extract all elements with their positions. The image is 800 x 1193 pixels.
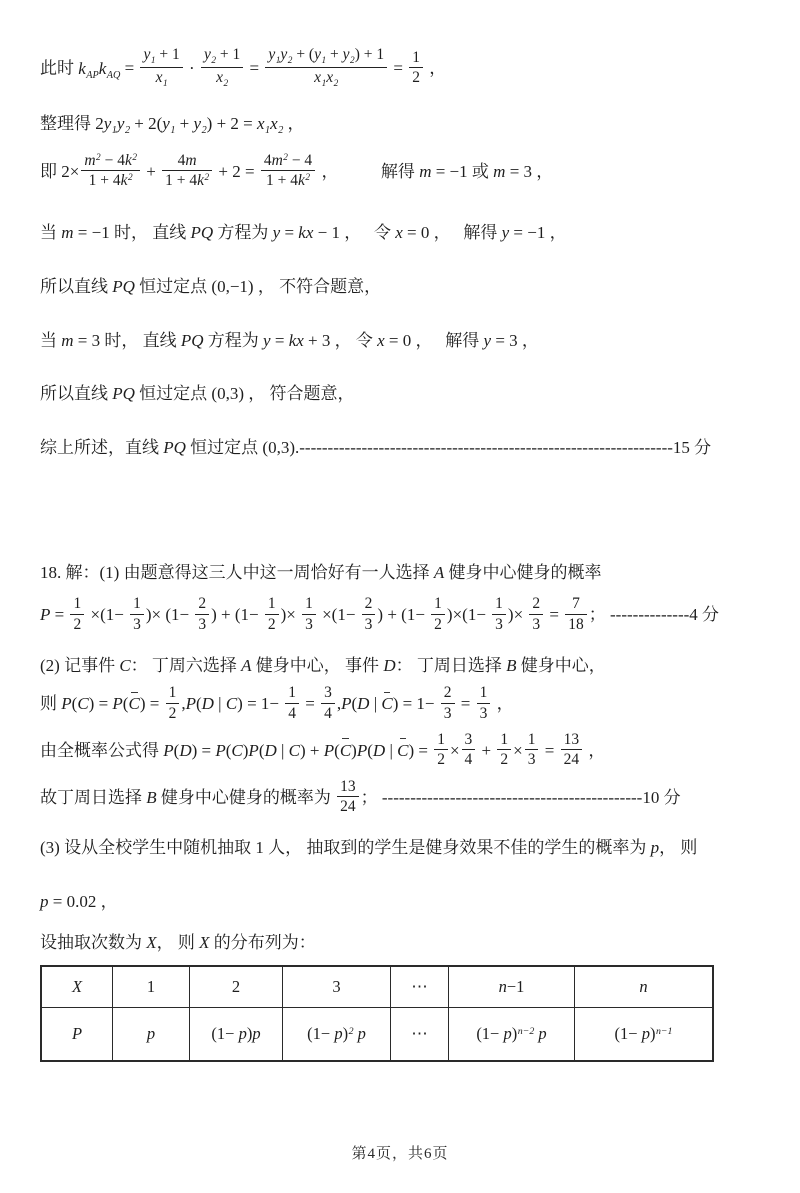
math-variable: $k^2$	[120, 172, 133, 190]
math-variable: $y_2$	[203, 46, 216, 66]
fraction-denominator: $1 + 4k^2$	[165, 172, 210, 190]
math-variable: C	[225, 694, 238, 714]
table-cell: n−1	[449, 966, 575, 1008]
math-variable: p	[334, 1024, 343, 1044]
math-superscript: 2	[283, 152, 288, 163]
math-variable: PQ	[163, 437, 186, 457]
math-variable: y	[501, 222, 510, 242]
math-fraction	[497, 731, 511, 769]
math-variable: n	[498, 977, 507, 997]
math-subscript: AQ	[106, 69, 121, 81]
math-variable: X	[199, 932, 210, 952]
math-fraction	[195, 595, 209, 633]
math-subscript: 1	[265, 125, 271, 137]
fraction-denominator: 3	[198, 615, 207, 633]
math-variable-overbar: C	[381, 694, 393, 714]
math-variable: P	[323, 740, 335, 760]
math-subscript: 1	[150, 55, 156, 66]
math-variable: $y_1$	[314, 46, 327, 66]
math-variable: m	[185, 152, 197, 170]
math-variable: m	[419, 161, 432, 181]
fraction-denominator: 3	[133, 615, 141, 633]
math-variable: C	[288, 740, 301, 760]
fraction-denominator: 2	[434, 615, 442, 633]
fraction-numerator: 2	[362, 595, 376, 614]
math-subscript: 1	[170, 125, 176, 137]
fraction-numerator: $m^2 - 4k^2$	[81, 152, 140, 171]
fraction-denominator: 4	[324, 704, 332, 722]
fraction-numerator: 2	[529, 595, 543, 614]
math-variable: y	[263, 331, 271, 351]
table-cell	[575, 966, 714, 1008]
problem18-part1-computation-4pts: P = $\frac{1}{2}$ ×(1− $\frac{1}{3}$ )× (1− $\frac{2}{3}$ ) + (1− $\frac{1}{2}$ )× $\frac{1}{3}$ ×(1− $\frac{2}{3}$ ) + (1− $\frac{1}{2}$ )×(1− $\frac{1}{3}$ )× $\frac{2}{3}$ = $\frac{7}{18}$ ； --------------4 分	[40, 595, 720, 633]
math-fraction	[441, 684, 455, 722]
problem18-part2-events: (2) 记事件 C： 丁周六选择 A 健身中心， 事件 D： 丁周日选择 B 健身中心，	[40, 656, 606, 676]
case-m-neg1-conclusion: 所以直线 PQ 恒过定点 (0,−1) ， 不符合题意，	[40, 277, 382, 297]
math-variable-overbar: C	[397, 740, 409, 760]
math-variable: $x_1$	[314, 69, 327, 89]
problem18-part1-statement: 18. 解：(1) 由题意得这三人中这一周恰好有一人选择 A 健身中心健身的概率	[40, 563, 602, 583]
fraction-numerator: $y_2 + 1$	[201, 46, 243, 68]
table-cell: (1− p)p	[190, 1008, 283, 1062]
math-variable: p	[503, 1024, 512, 1044]
fraction-numerator: $4m^2 - 4$	[261, 152, 315, 171]
math-fraction	[492, 595, 506, 633]
fraction-denominator: 24	[563, 751, 580, 769]
math-variable: n	[639, 977, 648, 997]
math-variable: $m^2$	[84, 152, 101, 170]
fraction-denominator: 2	[500, 751, 509, 769]
math-variable: P	[163, 740, 174, 760]
math-variable: p	[357, 1024, 366, 1044]
fraction-denominator	[140, 68, 182, 89]
math-variable: p	[40, 891, 49, 911]
math-variable: $x_1$	[257, 114, 271, 137]
fraction-numerator: 7	[565, 595, 587, 614]
math-subscript: 2	[124, 125, 131, 137]
math-variable: kx	[298, 222, 314, 242]
math-variable: X	[146, 932, 157, 952]
math-variable: PQ	[112, 383, 135, 403]
problem18-part2-total-probability: 由全概率公式得 P(D) = P(C)P(D | C) + P(C)P(D | C) = $\frac{1}{2}$ × $\frac{3}{4}$ + $\frac{1}{2}$ × $\frac{1}{3}$ = $\frac{13}{24}$ ，	[40, 730, 606, 769]
math-superscript: 2	[204, 173, 210, 184]
math-superscript: 2	[132, 152, 137, 163]
math-variable: $y_1$	[103, 114, 117, 137]
fraction-denominator: 3	[495, 615, 503, 633]
math-variable: A	[433, 563, 445, 583]
math-variable: n	[655, 1025, 661, 1037]
fraction-denominator: 2	[437, 751, 445, 769]
math-fraction	[81, 152, 140, 190]
math-subscript: 2	[201, 125, 207, 137]
fraction-numerator: 1	[70, 595, 84, 614]
math-subscript: 2	[287, 55, 293, 66]
math-variable: n	[517, 1025, 523, 1037]
fraction-denominator: $1 + 4k^2$	[88, 172, 133, 190]
math-variable: $y_1$	[268, 46, 281, 66]
math-subscript: 1	[111, 125, 117, 137]
final-conclusion-15pts: 综上所述，直线 PQ 恒过定点 (0,3).------------------------------------------------------------------15 分	[40, 437, 712, 457]
math-variable: $m^2$	[271, 152, 288, 170]
math-superscript: 2	[96, 152, 101, 163]
math-variable: P	[185, 694, 196, 714]
math-variable: P	[112, 694, 123, 714]
math-variable: P	[215, 740, 226, 760]
math-variable: x	[395, 222, 403, 242]
fraction-numerator: 1	[130, 595, 144, 614]
math-variable: p	[252, 1024, 261, 1044]
math-fraction	[337, 778, 359, 816]
math-variable: p	[641, 1024, 650, 1044]
table-cell: $(1- p)^{n-1}$	[575, 1008, 714, 1062]
table-cell	[41, 1008, 113, 1062]
math-superscript: 2	[348, 1025, 354, 1037]
math-variable: $x_1$	[155, 69, 168, 89]
fraction-numerator: 1	[434, 731, 448, 750]
math-subscript: 2	[333, 78, 339, 89]
fraction-numerator: 2	[195, 595, 209, 614]
fraction-numerator: 13	[337, 778, 359, 797]
math-subscript: 2	[223, 78, 229, 89]
fraction-numerator: 13	[561, 731, 583, 750]
fraction-numerator: 1	[525, 731, 539, 750]
math-superscript: n−1	[655, 1025, 673, 1037]
math-fraction	[166, 684, 180, 722]
fraction-denominator: 18	[568, 615, 584, 633]
math-variable: $y_2$	[193, 114, 207, 137]
page-footer: 第4页，共6页	[351, 1146, 449, 1162]
table-cell: $(1- p)^{n-2}$ p	[449, 1008, 575, 1062]
fraction-denominator: 3	[479, 704, 488, 722]
eq-substituted: 即 2× $\frac{m^2 - 4k^2}{1 + 4k^2}$ + $\frac{4m}{1 + 4k^2}$ + 2 = $\frac{4m^2 - 4}{1 + 4k^2}$ ， 解得 m = −1 或 m = 3 ，	[40, 152, 554, 190]
math-variable: y	[483, 331, 492, 351]
math-fraction	[265, 46, 387, 89]
fraction-numerator: 1	[166, 684, 180, 703]
math-fraction	[140, 46, 182, 89]
math-variable-overbar: C	[339, 740, 352, 760]
math-variable: $y_2$	[342, 46, 355, 66]
table-cell: 2	[190, 966, 283, 1008]
math-variable: kx	[288, 331, 304, 351]
math-variable: PQ	[180, 331, 204, 351]
math-variable: C	[231, 740, 243, 760]
math-variable: m	[61, 222, 74, 242]
math-fraction	[162, 152, 212, 190]
math-subscript: 2	[278, 125, 284, 137]
fraction-denominator: 3	[527, 751, 536, 769]
math-variable: $x_2$	[326, 69, 339, 89]
math-fraction	[265, 595, 279, 633]
math-variable: P	[248, 740, 259, 760]
case-m-3-conclusion: 所以直线 PQ 恒过定点 (0,3) ， 符合题意，	[40, 383, 355, 403]
eq-simplified: 整理得 $2y_1y_2 + 2(y_1 + y_2) + 2 = x_1x_2$ ，	[40, 114, 305, 137]
math-variable: $k^2$	[124, 152, 137, 170]
math-variable: D	[179, 740, 192, 760]
fraction-numerator: 1	[409, 49, 423, 68]
math-variable: P	[61, 694, 72, 714]
math-fraction	[477, 684, 491, 722]
math-variable: X	[71, 977, 83, 997]
math-variable: m	[61, 331, 74, 351]
solution-content	[40, 48, 762, 953]
math-fraction	[561, 731, 583, 769]
table-cell	[113, 1008, 190, 1062]
math-subscript: AP	[86, 69, 99, 81]
fraction-numerator: 1	[285, 684, 299, 703]
math-variable: D	[201, 694, 214, 714]
fraction-numerator: $y_1 + 1$	[140, 46, 182, 68]
math-fraction	[431, 595, 445, 633]
math-variable: D	[383, 656, 396, 676]
math-fraction	[529, 595, 543, 633]
fraction-numerator: 3	[321, 684, 335, 703]
math-variable: $k^2$	[197, 172, 210, 190]
math-variable: $y_2$	[280, 46, 293, 66]
table-cell: 1	[113, 966, 190, 1008]
fraction-numerator: 3	[462, 731, 476, 750]
math-variable: PQ	[112, 277, 135, 297]
fraction-denominator: 3	[443, 704, 452, 722]
math-variable: D	[264, 740, 277, 760]
table-cell	[41, 966, 113, 1008]
table-row	[41, 1008, 713, 1062]
fraction-numerator: $y_1y_2 + (y_1 + y_2) + 1$	[265, 46, 387, 68]
math-fraction	[462, 731, 476, 769]
math-subscript: 2	[211, 55, 216, 66]
math-variable-overbar: C	[128, 694, 140, 714]
problem18-part2-probabilities: 则 P(C) = P(C) = $\frac{1}{2}$ ,P(D | C) = 1− $\frac{1}{4}$ = $\frac{3}{4}$ ,P(D | C) = 1− $\frac{2}{3}$ = $\frac{1}{3}$ ，	[40, 684, 514, 722]
math-variable: A	[241, 656, 252, 676]
math-subscript: 2	[350, 55, 355, 66]
distribution-table	[40, 965, 714, 1062]
math-variable: P	[356, 740, 368, 760]
math-fraction	[130, 595, 144, 633]
math-subscript: 1	[321, 78, 327, 89]
math-variable: x	[377, 331, 385, 351]
table-cell: ⋯	[391, 1008, 449, 1062]
fraction-numerator: 1	[477, 684, 491, 703]
fraction-denominator	[265, 68, 387, 89]
math-variable: y	[272, 222, 281, 242]
math-subscript: 1	[163, 78, 168, 89]
math-variable: $y_1$	[162, 114, 176, 137]
fraction-denominator: 4	[464, 751, 473, 769]
fraction-numerator: 1	[431, 595, 445, 614]
table-cell: 3	[283, 966, 391, 1008]
math-variable: D	[372, 740, 386, 760]
math-variable: B	[506, 656, 517, 676]
fraction-denominator: 2	[168, 704, 177, 722]
fraction-denominator: 3	[364, 615, 373, 633]
problem18-part3-distribution-intro: 设抽取次数为 X， 则 X 的分布列为：	[40, 932, 316, 952]
fraction-numerator: 2	[441, 684, 455, 703]
math-variable: C	[119, 656, 131, 676]
math-variable: P	[341, 694, 352, 714]
math-fraction	[201, 46, 243, 89]
math-variable: $k_{AP}$	[78, 58, 99, 81]
math-fraction	[434, 731, 448, 769]
math-variable: $k^2$	[297, 172, 311, 190]
fraction-numerator: 1	[492, 595, 506, 614]
math-variable: $y_1$	[143, 46, 156, 66]
fraction-denominator: 2	[73, 615, 82, 633]
math-fraction	[285, 684, 299, 722]
math-superscript: n−2	[517, 1025, 535, 1037]
math-variable: m	[493, 161, 506, 181]
problem18-part3-setup: (3) 设从全校学生中随机抽取 1 人， 抽取到的学生是健身效果不佳的学生的概率为 p， 则	[40, 838, 698, 858]
fraction-denominator: 24	[340, 798, 356, 816]
fraction-denominator: $1 + 4k^2$	[265, 172, 311, 190]
fraction-numerator: 1	[265, 595, 279, 614]
math-fraction	[321, 684, 335, 722]
table-cell: ⋯	[391, 966, 449, 1008]
math-variable: p	[146, 1024, 156, 1044]
case-m-3: 当 m = 3 时， 直线 PQ 方程为 y = kx + 3 ， 令 x = 0 ， 解得 y = 3 ，	[40, 331, 539, 351]
math-variable: $y_2$	[116, 114, 131, 137]
math-variable: $k_{AQ}$	[98, 58, 121, 81]
math-variable: p	[538, 1024, 547, 1044]
fraction-denominator: 3	[305, 615, 313, 633]
table-row	[41, 966, 713, 1008]
math-variable: C	[77, 694, 89, 714]
fraction-denominator: 2	[267, 615, 276, 633]
math-variable: p	[238, 1024, 247, 1044]
fraction-numerator: 1	[497, 731, 511, 750]
fraction-denominator: 3	[532, 615, 541, 633]
table-cell: $(1- p)^2$ p	[283, 1008, 391, 1062]
math-variable: $x_2$	[270, 114, 284, 137]
math-variable: B	[146, 787, 157, 807]
math-subscript: 1	[275, 55, 281, 66]
math-fraction	[409, 49, 423, 87]
math-variable: D	[357, 694, 370, 714]
math-fraction	[302, 595, 316, 633]
math-fraction	[525, 731, 539, 769]
fraction-numerator: 4m	[162, 152, 212, 171]
problem18-part2-answer-10pts: 故丁周日选择 B 健身中心健身的概率为 $\frac{13}{24}$ ； ----------------------------------------------10 分	[40, 777, 681, 816]
math-fraction	[565, 595, 587, 633]
math-variable: P	[71, 1024, 83, 1044]
math-fraction	[261, 152, 315, 190]
fraction-numerator: 1	[302, 595, 316, 614]
math-fraction	[362, 595, 376, 633]
fraction-denominator: 4	[288, 704, 296, 722]
math-variable: P	[40, 605, 51, 625]
math-variable: $x_2$	[216, 69, 229, 89]
math-fraction	[70, 595, 84, 633]
math-variable: PQ	[190, 222, 214, 242]
eq-slope-product: 此时 $k_{AP}k_{AQ}$ = $\frac{y_1 + 1}{x_1}$ · $\frac{y_2 + 1}{x_2}$ = $\frac{y_1y_2 + (y_1 + y_2) + 1}{x_1x_2}$ = $\frac{1}{2}$ ，	[40, 46, 447, 89]
math-variable: p	[650, 838, 660, 858]
math-subscript: 1	[321, 55, 327, 66]
math-superscript: 2	[305, 173, 311, 184]
case-m-neg1: 当 m = −1 时， 直线 PQ 方程为 y = kx − 1 ， 令 x = 0 ， 解得 y = −1 ，	[40, 222, 567, 242]
fraction-denominator	[201, 68, 243, 89]
problem18-part3-p-value: p = 0.02 ，	[40, 891, 118, 911]
math-superscript: 2	[128, 173, 133, 184]
fraction-denominator: 2	[412, 69, 420, 87]
